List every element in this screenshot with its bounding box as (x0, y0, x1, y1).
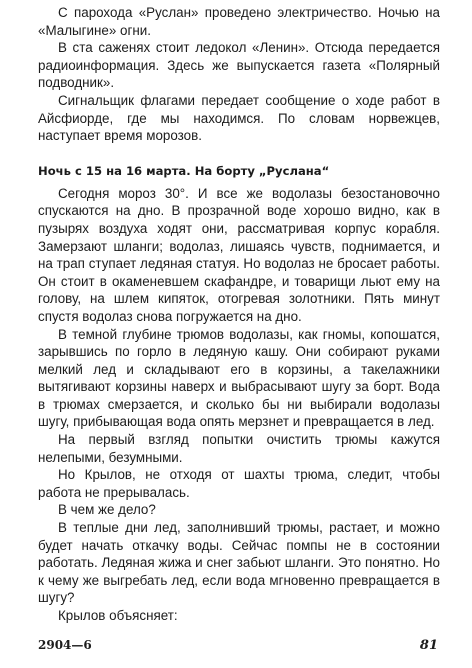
paragraph-question: В чем же дело? (58, 502, 156, 518)
section-heading: Ночь с 15 на 16 марта. На борту „Руслана“ (38, 163, 330, 178)
paragraph-krylov-watches: Но Крылов, не отходя от шахты трюма, следит, чтобы работа не прерывалась. (38, 467, 440, 500)
page-footer (38, 637, 438, 655)
paragraph-icebreaker-lenin: В ста саженях стоит ледокол «Ленин». Отсюда передается радиоинформация. Здесь же выпускается газета «Полярный подводник». (38, 40, 440, 91)
paragraph-absurd-attempts: На первый взгляд попытки очистить трюмы кажутся нелепыми, безумными. (38, 432, 440, 465)
paragraph-holds: В темной глубине трюмов водолазы, как гномы, копошатся, зарывшись по горло в ледяную кашу. Они собирают руками мелкий лед и складывают его в корзины, а такелажники вытягивают корзины наверх и выбрасывают шугу за борт. Вода в трюмах смерзается, и сколько бы ни выбирали водолазы шугу, прибывающая вода опять мерзнет и превращается в лед. (38, 326, 440, 430)
page-number: 81 (419, 638, 438, 653)
paragraph-signalman: Сигнальщик флагами передает сообщение о ходе работ в Айсфиорде, где мы находимся. По словам норвежцев, наступает время морозов. (38, 92, 440, 144)
paragraph-krylov-explains: Крылов объясняет: (58, 608, 178, 623)
paragraph-frost-divers: Сегодня мороз 30°. И все же водолазы безостановочно спускаются на дно. В прозрачной воде хорошо видно, как в пузырях воздуха ходят они, рассматривая корпус корабля. Замерзают шланги; водолаз, лишаясь чувств, поднимается, и на трап ступает ледяная статуя. Но водолаз не бросает работы. Он стоит в окаменевшем скафандре, и товарищи льют ему на голову, на шлем кипяток, отогревая золотники. Пять минут спустя водолаз снова погружается на дно. (38, 185, 440, 324)
printer-signature: 2904—6 (38, 638, 92, 652)
paragraph-electricity: С парохода «Руслан» проведено электричество. Ночью на «Малыгине» огни. (38, 5, 440, 38)
paragraph-warm-days: В теплые дни лед, заполнивший трюмы, растает, и можно будет начать откачку воды. Сейчас помпы не в состоянии работать. Ледяная жижа и снег забьют шланги. Это понятно. Но к чему же выгребать лед, если вода мгновенно превращается в шугу? (38, 520, 440, 606)
